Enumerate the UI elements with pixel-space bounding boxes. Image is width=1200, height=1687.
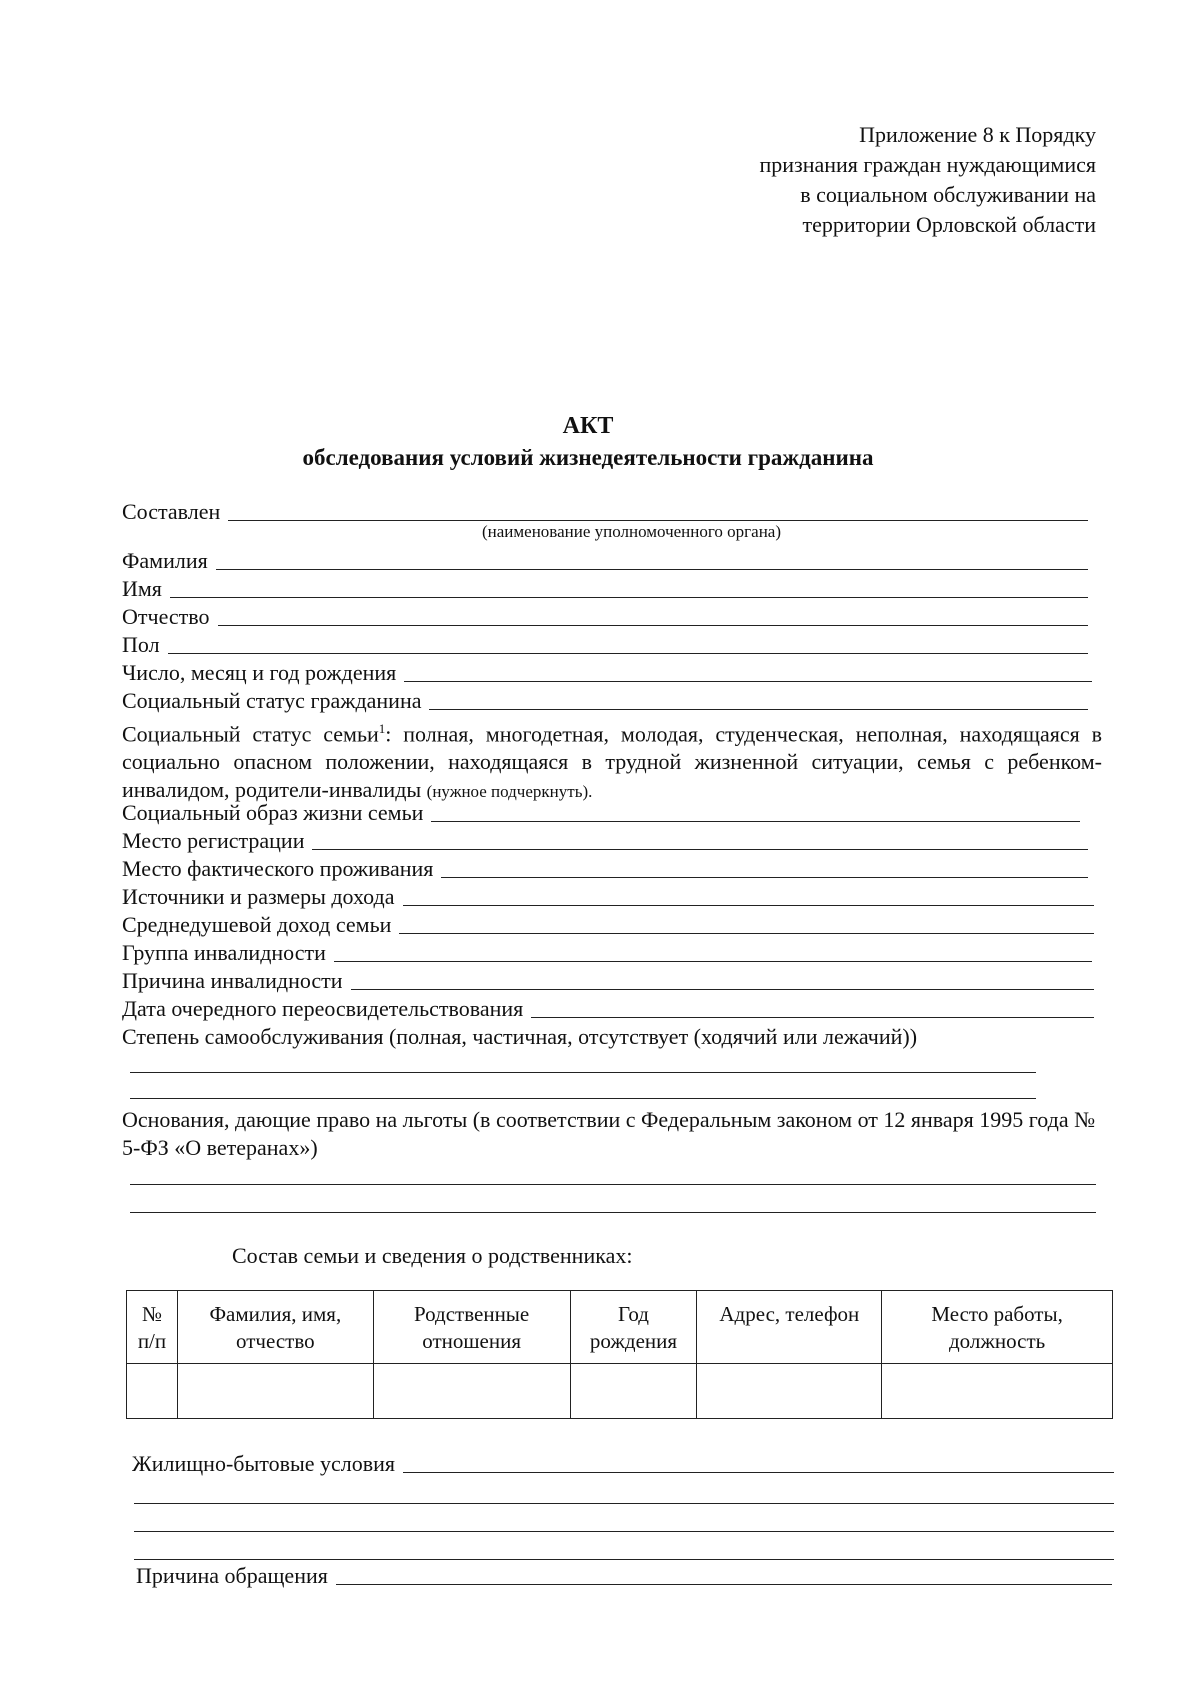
- field-line[interactable]: [399, 932, 1094, 934]
- family-table: [126, 1290, 1113, 1419]
- field-label: Пол: [122, 632, 160, 657]
- table-cell[interactable]: [127, 1364, 178, 1419]
- field-label: Имя: [122, 576, 162, 601]
- field-reason: [136, 1562, 1112, 1590]
- table-header-row: [127, 1291, 1113, 1364]
- field-line[interactable]: [403, 1471, 1114, 1473]
- field-lifestyle: [122, 799, 1080, 827]
- field-label: Основания, дающие право на льготы (в соответствии с Федеральным законом от 12 января 1995 года № 5-ФЗ «О ветеранах»): [122, 1107, 1096, 1160]
- table-cell[interactable]: [570, 1364, 697, 1419]
- field-patronymic: [122, 603, 1088, 631]
- field-line[interactable]: [404, 680, 1092, 682]
- field-label: Число, месяц и год рождения: [122, 660, 397, 685]
- col-header-birth-year: Год рождения: [570, 1291, 697, 1364]
- field-label: Социальный статус семьи: [122, 721, 379, 747]
- field-line[interactable]: [403, 904, 1095, 906]
- answer-line[interactable]: [130, 1072, 1036, 1073]
- answer-line[interactable]: [130, 1212, 1096, 1213]
- appendix-line: признания граждан нуждающимися: [759, 152, 1096, 177]
- appendix-line: в социальном обслуживании на: [800, 182, 1096, 207]
- field-disability-group: [122, 939, 1092, 967]
- field-label: Среднедушевой доход семьи: [122, 912, 392, 937]
- field-label: Группа инвалидности: [122, 940, 326, 965]
- answer-line[interactable]: [130, 1098, 1036, 1099]
- table-cell[interactable]: [697, 1364, 882, 1419]
- field-self-service: [122, 1023, 1094, 1051]
- appendix-line: территории Орловской области: [802, 212, 1096, 237]
- family-table-caption: Состав семьи и сведения о родственниках:: [232, 1243, 633, 1268]
- field-actual-residence: [122, 855, 1088, 883]
- field-line[interactable]: [351, 988, 1094, 990]
- document-title: [0, 410, 1176, 474]
- field-label: Причина обращения: [136, 1563, 328, 1588]
- benefits-paragraph: [122, 1106, 1112, 1162]
- field-disability-cause: [122, 967, 1094, 995]
- field-label: Фамилия: [122, 548, 208, 573]
- field-line[interactable]: [170, 596, 1088, 598]
- field-birth-date: [122, 659, 1092, 687]
- appendix-line: Приложение 8 к Порядку: [859, 122, 1096, 147]
- col-header-address-phone: Адрес, телефон: [697, 1291, 882, 1364]
- field-line[interactable]: [228, 519, 1088, 521]
- field-line[interactable]: [531, 1016, 1094, 1018]
- field-line[interactable]: [312, 848, 1088, 850]
- table-cell[interactable]: [882, 1364, 1113, 1419]
- field-income-sources: [122, 883, 1094, 911]
- field-label: Социальный образ жизни семьи: [122, 800, 424, 825]
- answer-line[interactable]: [134, 1503, 1114, 1504]
- field-hint: (наименование уполномоченного органа): [482, 522, 782, 541]
- field-social-status: [122, 687, 1088, 715]
- field-label: Дата очередного переосвидетельствования: [122, 996, 524, 1021]
- field-label: Составлен: [122, 499, 221, 524]
- answer-line[interactable]: [130, 1184, 1096, 1185]
- table-row: [127, 1364, 1113, 1419]
- field-label: Жилищно-бытовые условия: [132, 1451, 396, 1476]
- field-line[interactable]: [336, 1583, 1112, 1585]
- field-label: Место регистрации: [122, 828, 305, 853]
- field-avg-income: [122, 911, 1094, 939]
- family-status-options: : полная, многодетная, молодая, студенческая, неполная, находящаяся в социально опасном положении, находящаяся в трудной жизненной ситуации, семья с ребенком-инвалидом, родители-инвалиды: [122, 721, 1102, 803]
- field-label: Социальный статус гражданина: [122, 688, 422, 713]
- field-label: Степень самообслуживания (полная, частичная, отсутствует (ходячий или лежачий)): [122, 1024, 918, 1049]
- field-label: Место фактического проживания: [122, 856, 434, 881]
- col-header-workplace: Место работы, должность: [882, 1291, 1113, 1364]
- table-cell[interactable]: [177, 1364, 373, 1419]
- field-line[interactable]: [429, 708, 1088, 710]
- field-line[interactable]: [216, 568, 1088, 570]
- title-act: АКТ: [562, 413, 614, 439]
- field-housing: [132, 1450, 1114, 1478]
- field-name: [122, 575, 1088, 603]
- answer-line[interactable]: [134, 1559, 1114, 1560]
- field-label: Отчество: [122, 604, 210, 629]
- field-line[interactable]: [334, 960, 1092, 962]
- col-header-relation: Родственные отношения: [373, 1291, 570, 1364]
- family-status-paragraph: [122, 715, 1102, 806]
- field-sex: [122, 631, 1088, 659]
- underline-note: (нужное подчеркнуть).: [426, 782, 593, 802]
- field-line[interactable]: [431, 820, 1080, 822]
- col-header-number: № п/п: [127, 1291, 178, 1364]
- appendix-note: [759, 120, 1096, 240]
- table-cell[interactable]: [373, 1364, 570, 1419]
- field-label: Источники и размеры дохода: [122, 884, 395, 909]
- title-subtitle: обследования условий жизнедеятельности гражданина: [302, 445, 874, 470]
- field-line[interactable]: [441, 876, 1088, 878]
- field-registration-place: [122, 827, 1088, 855]
- field-line[interactable]: [218, 624, 1089, 626]
- col-header-fullname: Фамилия, имя, отчество: [177, 1291, 373, 1364]
- field-surname: [122, 547, 1088, 575]
- field-line[interactable]: [168, 652, 1088, 654]
- footnote-mark: 1: [378, 721, 386, 736]
- field-reexam-date: [122, 995, 1094, 1023]
- field-label: Причина инвалидности: [122, 968, 343, 993]
- answer-line[interactable]: [134, 1531, 1114, 1532]
